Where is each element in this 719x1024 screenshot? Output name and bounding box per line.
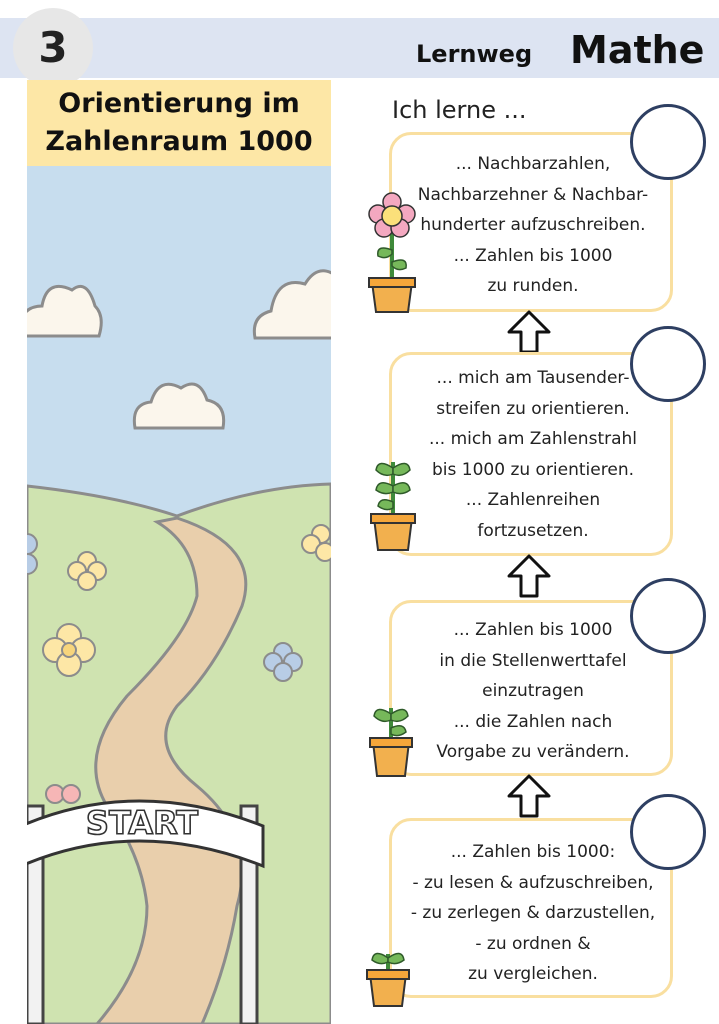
up-arrow-icon bbox=[505, 772, 553, 820]
step-card-3-text bbox=[404, 615, 662, 768]
intro-text: Ich lerne ... bbox=[392, 96, 527, 124]
step-line: ... die Zahlen nach bbox=[453, 711, 613, 732]
checkmark-circle-3[interactable] bbox=[630, 578, 706, 654]
step-card-4 bbox=[389, 818, 673, 998]
path-illustration bbox=[27, 166, 331, 1024]
step-line: streifen zu orientieren. bbox=[436, 398, 630, 419]
unit-number: 3 bbox=[38, 23, 68, 72]
flowering-plant-icon bbox=[366, 190, 420, 316]
step-line: ... mich am Tausender- bbox=[436, 368, 630, 388]
step-line: zu runden. bbox=[487, 276, 579, 296]
step-card-1 bbox=[389, 132, 673, 312]
step-card-1-text bbox=[404, 149, 662, 302]
step-line: hunderter aufzuschreiben. bbox=[420, 215, 646, 235]
step-line: einzutragen bbox=[482, 681, 584, 701]
unit-number-badge bbox=[13, 8, 93, 88]
start-label: START bbox=[85, 804, 199, 842]
topic-title-line-2: Zahlenraum 1000 bbox=[45, 126, 313, 157]
step-card-2-text bbox=[404, 363, 662, 546]
step-card-2 bbox=[389, 352, 673, 556]
step-line: in die Stellenwerttafel bbox=[439, 650, 627, 671]
leafy-plant-icon bbox=[368, 456, 418, 552]
step-line: bis 1000 zu orientieren. bbox=[432, 459, 634, 480]
step-line: ... mich am Zahlenstrahl bbox=[428, 429, 638, 449]
step-card-4-text bbox=[404, 837, 662, 990]
up-arrow-icon bbox=[505, 308, 553, 356]
step-line: - zu ordnen & bbox=[475, 933, 591, 954]
header-lernweg: Lernweg bbox=[416, 40, 533, 68]
step-line: - zu lesen & aufzuschreiben, bbox=[412, 872, 654, 893]
step-line: fortzusetzen. bbox=[477, 520, 589, 541]
step-line: ... Zahlen bis 1000 bbox=[453, 620, 613, 640]
topic-title-line-1: Orientierung im bbox=[58, 88, 300, 119]
step-line: ... Nachbarzahlen, bbox=[455, 154, 611, 174]
step-line: Vorgabe zu verändern. bbox=[436, 742, 630, 762]
step-line: Nachbarzehner & Nachbar- bbox=[417, 184, 649, 205]
checkmark-circle-1[interactable] bbox=[630, 104, 706, 180]
step-line: - zu zerlegen & darzustellen, bbox=[410, 903, 656, 923]
topic-title-box bbox=[27, 80, 331, 166]
small-plant-icon bbox=[368, 700, 414, 778]
checkmark-circle-2[interactable] bbox=[630, 326, 706, 402]
seedling-icon bbox=[366, 946, 410, 1008]
step-line: ... Zahlenreihen bbox=[465, 490, 601, 510]
up-arrow-icon bbox=[505, 552, 553, 600]
step-card-3 bbox=[389, 600, 673, 776]
step-line: ... Zahlen bis 1000 bbox=[453, 245, 613, 266]
step-line: zu vergleichen. bbox=[468, 964, 598, 984]
header-subject: Mathe bbox=[570, 28, 705, 72]
step-line: ... Zahlen bis 1000: bbox=[450, 842, 616, 862]
checkmark-circle-4[interactable] bbox=[630, 794, 706, 870]
